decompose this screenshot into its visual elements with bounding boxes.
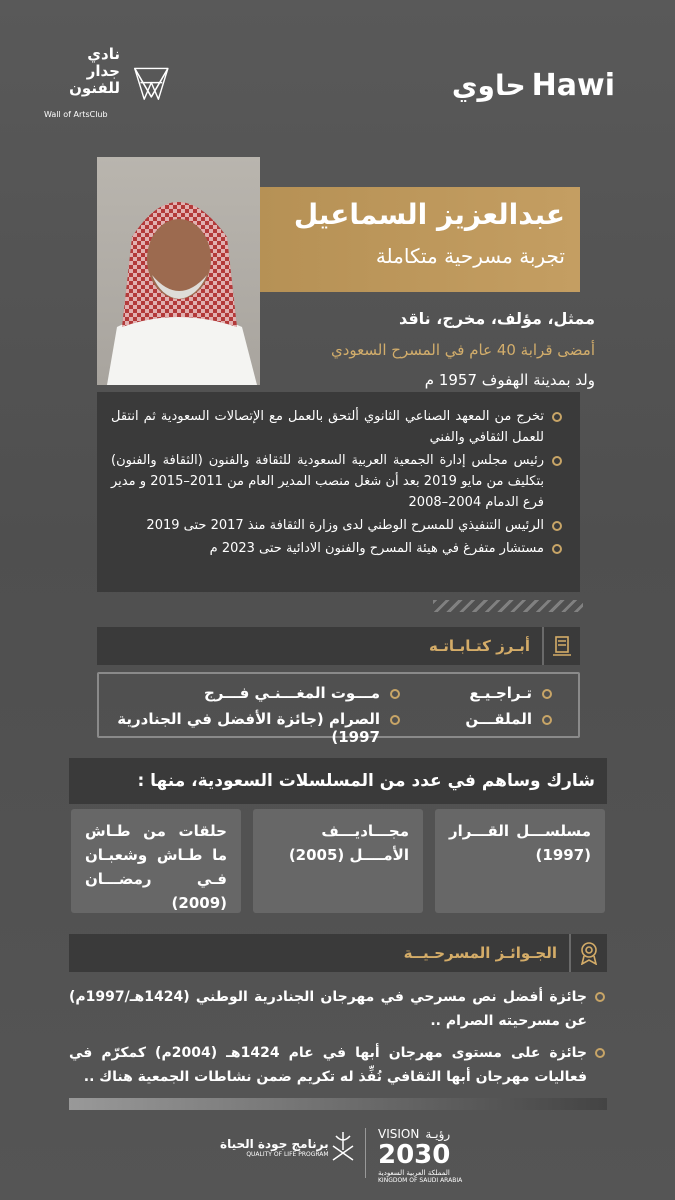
award-badge-icon (569, 934, 607, 972)
bullet-icon (390, 715, 400, 725)
bullet-icon (595, 1048, 605, 1058)
bullet-icon (390, 689, 400, 699)
writings-list (97, 672, 580, 746)
bullet-icon (552, 544, 562, 554)
bullet-icon (552, 521, 562, 531)
hawi-logo-english: Hawi (531, 68, 615, 103)
bullet-icon (552, 412, 562, 422)
writings-title: أبـرز كتـابـاتـه (429, 637, 530, 655)
series-card: مجـــاديـــف الأمــــل (2005) (253, 809, 423, 913)
birth-info: ولد بمدينة الهفوف 1957 م (424, 371, 595, 389)
club-name-english: Wall of ArtsClub (44, 110, 108, 119)
award-item: جائزة على مستوى مهرجان أبها في عام 1424هـ (2004م) كمكرّم في فعاليات مهرجان أبها الثقافي نُفِّذ له تكريم ضمن نشاطات الجمعية هناك .. (69, 1041, 607, 1089)
biography-box (97, 392, 580, 592)
book-icon (542, 627, 580, 665)
series-header: شارك وساهم في عدد من المسلسلات السعودية، منها : (69, 758, 607, 804)
portrait-illustration-icon (97, 157, 260, 385)
writing-item: الصرام (جائزة الأفضل في الجنادرية 1997) (99, 710, 402, 746)
writing-item: تـراجـيـع (469, 684, 554, 702)
portrait-photo (97, 157, 260, 385)
bio-item: مستشار متفرغ في هيئة المسرح والفنون الادائية حتى 2023 م (111, 538, 564, 559)
vision-2030-logo: VISION رؤيـة 2030 المملكة العربية السعودية KINGDOM OF SAUDI ARABIA (378, 1127, 463, 1184)
bullet-icon (595, 992, 605, 1002)
quality-of-life-logo: برنامج جودة الحياة QUALITY OF LIFE PROGRAM (220, 1137, 329, 1158)
bullet-icon (552, 456, 562, 466)
saudi-emblem-icon (328, 1130, 358, 1164)
bio-item: الرئيس التنفيذي للمسرح الوطني لدى وزارة الثقافة منذ 2017 حتى 2019 (111, 515, 564, 536)
bio-item: رئيس مجلس إدارة الجمعية العربية السعودية للثقافة والفنون (الثقافة والفنون) بتكليف من مايو 2019 بعد أن شغل منصب المدير العام من 2011–2015 و مدير فرع الدمام 2004–2008 (111, 450, 564, 513)
divider-bar (69, 1098, 607, 1110)
awards-list (69, 985, 607, 1089)
person-roles: ممثل، مؤلف، مخرج، ناقد (398, 309, 595, 328)
awards-header (69, 934, 607, 972)
writing-item: مـــوت المغـــنـي فـــرج (204, 684, 402, 702)
writing-item: الملقـــن (465, 710, 554, 728)
awards-title: الجـوائـز المسرحـيــة (403, 944, 557, 962)
person-subtitle: تجربة مسرحية متكاملة (375, 244, 565, 268)
club-name-arabic: نادي جدار للفنون (69, 45, 120, 97)
wall-of-arts-logo-icon (130, 45, 220, 125)
bullet-icon (542, 715, 552, 725)
hawi-logo-arabic: حاوي (451, 69, 526, 102)
writings-header (97, 627, 580, 665)
award-item: جائزة أفضل نص مسرحي في مهرجان الجنادرية الوطني (1424هـ/1997م) عن مسرحيته الصرام .. (69, 985, 607, 1033)
series-card: مسلســـل القـــرار (1997) (435, 809, 605, 913)
person-name: عبدالعزيز السماعيل (293, 198, 565, 231)
series-card: حلقات من طـاش ما طـاش وشعبـان فـي رمضـــان (2009) (71, 809, 241, 913)
career-years: أمضى قرابة 40 عام في المسرح السعودي (330, 341, 595, 359)
bullet-icon (542, 689, 552, 699)
decorative-stripe (433, 600, 583, 612)
hawi-logo (452, 68, 615, 103)
bio-item: تخرج من المعهد الصناعي الثانوي ألتحق بالعمل مع الإتصالات السعودية ثم انتقل للعمل الثقافي والفني (111, 406, 564, 448)
footer-divider (365, 1128, 366, 1178)
